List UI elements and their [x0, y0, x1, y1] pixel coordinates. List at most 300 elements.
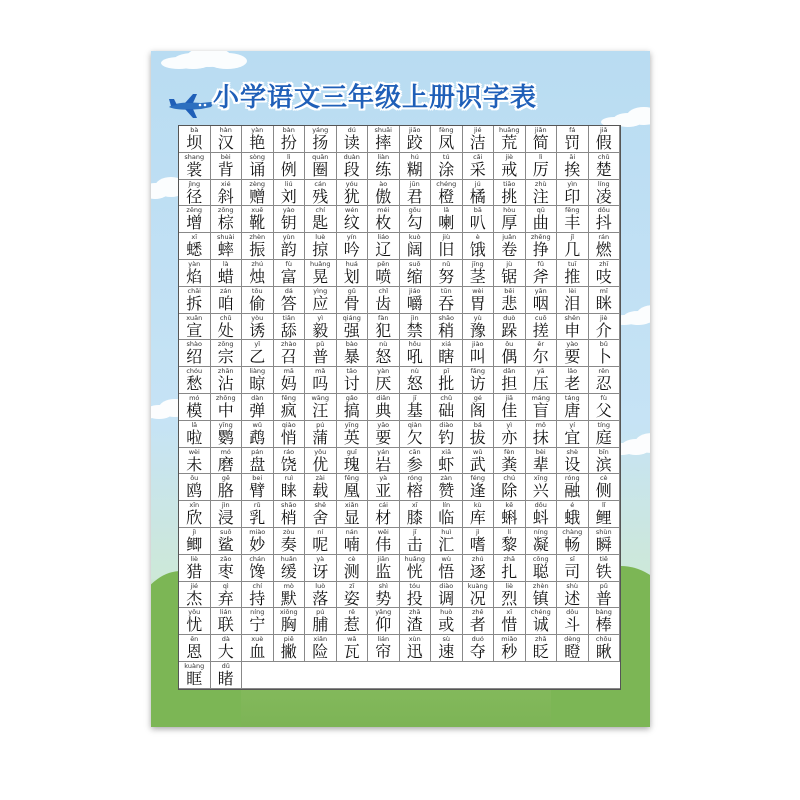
- character-cell: [400, 608, 432, 635]
- hanzi-character: 应: [312, 293, 329, 313]
- pinyin-label: yàn: [188, 259, 201, 268]
- character-cell: [211, 367, 243, 394]
- cloud-left-lower: [151, 405, 173, 419]
- hanzi-character: 庭: [595, 427, 612, 447]
- hanzi-character: 赠: [249, 186, 266, 206]
- character-cell: [274, 421, 306, 448]
- pinyin-label: mó: [220, 447, 231, 456]
- hanzi-character: 傲: [375, 186, 392, 206]
- character-cell: [431, 501, 463, 528]
- character-cell: [305, 555, 337, 582]
- character-cell: [337, 367, 369, 394]
- character-cell: [242, 448, 274, 475]
- pinyin-label: qiáng: [342, 313, 361, 322]
- hanzi-character: 嚼: [406, 293, 423, 313]
- hanzi-character: 睹: [217, 668, 234, 688]
- hanzi-character: 临: [438, 508, 455, 528]
- hanzi-character: 毅: [312, 320, 329, 340]
- hanzi-character: 英: [343, 427, 360, 447]
- character-cell: [400, 528, 432, 555]
- character-cell: [431, 582, 463, 609]
- character-cell: [463, 394, 495, 421]
- character-cell: [557, 367, 589, 394]
- pinyin-label: diào: [439, 581, 454, 590]
- character-cell: [463, 340, 495, 367]
- hanzi-character: 奏: [280, 534, 297, 554]
- character-cell: [431, 448, 463, 475]
- hanzi-character: 缩: [406, 266, 423, 286]
- pinyin-label: pēn: [377, 259, 390, 268]
- character-cell: [557, 314, 589, 341]
- pinyin-label: liàng: [249, 367, 266, 376]
- pinyin-label: bà: [190, 126, 199, 134]
- pinyin-label: guī: [346, 447, 357, 456]
- pinyin-label: duó: [471, 635, 484, 644]
- hanzi-character: 诚: [532, 615, 549, 635]
- pinyin-label: xiā: [441, 447, 452, 456]
- pinyin-label: wěi: [377, 527, 389, 536]
- hanzi-character: 仰: [375, 615, 392, 635]
- character-cell: [589, 180, 621, 207]
- character-cell: [368, 608, 400, 635]
- pinyin-label: chóu: [186, 367, 203, 376]
- pinyin-label: chí: [252, 581, 262, 590]
- character-cell: [337, 582, 369, 609]
- hanzi-character: 啦: [186, 427, 203, 447]
- character-cell: [589, 206, 621, 233]
- hanzi-character: 夺: [469, 642, 486, 662]
- pinyin-label: yín: [346, 233, 357, 242]
- cloud-top-left: [173, 53, 213, 69]
- pinyin-label: zhān: [217, 367, 234, 376]
- character-cell: [211, 635, 243, 662]
- character-cell: [211, 126, 243, 153]
- character-cell: [274, 233, 306, 260]
- hanzi-character: 吗: [312, 374, 329, 394]
- hanzi-character: 喷: [375, 266, 392, 286]
- pinyin-label: bá: [473, 420, 482, 429]
- character-cell: [431, 635, 463, 662]
- pinyin-label: tiě: [599, 554, 608, 563]
- character-cell: [557, 582, 589, 609]
- hanzi-character: 击: [406, 534, 423, 554]
- character-cell: [179, 260, 211, 287]
- hanzi-character: 例: [280, 159, 297, 179]
- character-cell: [463, 180, 495, 207]
- pinyin-label: duàn: [343, 152, 360, 161]
- character-cell: [368, 421, 400, 448]
- character-cell: [179, 448, 211, 475]
- character-cell: [494, 421, 526, 448]
- hanzi-character: 采: [469, 159, 486, 179]
- character-cell: [337, 421, 369, 448]
- hanzi-character: 鲨: [217, 534, 234, 554]
- pinyin-label: táng: [564, 393, 580, 402]
- character-cell: [368, 340, 400, 367]
- hanzi-character: 况: [469, 588, 486, 608]
- pinyin-label: dèng: [564, 635, 581, 644]
- pinyin-label: quān: [312, 152, 329, 161]
- hanzi-character: 勾: [406, 213, 423, 233]
- character-cell: [211, 448, 243, 475]
- hanzi-character: 枚: [375, 213, 392, 233]
- pinyin-label: zàn: [440, 474, 452, 483]
- pinyin-label: è: [475, 233, 480, 242]
- character-cell: [179, 287, 211, 314]
- pinyin-label: tíng: [597, 420, 611, 429]
- hanzi-character: 挑: [501, 186, 518, 206]
- hanzi-character: 蝌: [501, 508, 518, 528]
- pinyin-label: bào: [345, 340, 358, 349]
- character-cell: [337, 635, 369, 662]
- hanzi-character: 搞: [343, 400, 360, 420]
- hanzi-character: 典: [375, 400, 392, 420]
- hanzi-character: 吼: [406, 347, 423, 367]
- pinyin-label: dǒu: [534, 501, 547, 510]
- hanzi-character: 未: [186, 454, 203, 474]
- hanzi-character: 丰: [564, 213, 581, 233]
- hanzi-character: 中: [217, 400, 234, 420]
- pinyin-label: yān: [534, 286, 547, 295]
- character-cell: [526, 635, 558, 662]
- pinyin-label: zhōng: [215, 393, 236, 402]
- character-cell: [211, 582, 243, 609]
- pinyin-label: zhú: [251, 259, 264, 268]
- hanzi-character: 齿: [375, 293, 392, 313]
- hanzi-character: 喃: [343, 534, 360, 554]
- character-cell: [305, 126, 337, 153]
- pinyin-label: zhā: [503, 554, 515, 563]
- character-cell: [526, 528, 558, 555]
- hanzi-character: 骨: [343, 293, 360, 313]
- character-cell: [526, 555, 558, 582]
- character-cell: [557, 555, 589, 582]
- character-cell: [179, 608, 211, 635]
- hanzi-character: 讨: [343, 374, 360, 394]
- character-cell: [337, 233, 369, 260]
- hanzi-character: 恩: [186, 642, 203, 662]
- hanzi-character: 晾: [249, 374, 266, 394]
- hanzi-character: 假: [595, 133, 612, 152]
- character-cell: [463, 635, 495, 662]
- pinyin-label: bā: [473, 206, 482, 215]
- hanzi-character: 聪: [532, 561, 549, 581]
- character-cell: [242, 608, 274, 635]
- pinyin-label: zhā: [408, 608, 421, 617]
- pinyin-label: luè: [315, 233, 326, 242]
- character-cell: [305, 501, 337, 528]
- hanzi-character: 读: [343, 133, 360, 152]
- pinyin-label: lián: [377, 635, 390, 644]
- pinyin-label: mǒ: [535, 420, 546, 429]
- hanzi-character: 亚: [375, 481, 392, 501]
- character-cell: [242, 314, 274, 341]
- hanzi-character: 脯: [312, 615, 329, 635]
- hanzi-character: 圈: [312, 159, 329, 179]
- pinyin-label: chǒu: [595, 635, 612, 644]
- pinyin-label: zēng: [186, 206, 203, 215]
- hanzi-character: 叭: [469, 213, 486, 233]
- pinyin-label: huǎn: [280, 554, 297, 563]
- pinyin-label: jiè: [599, 313, 608, 322]
- hanzi-character: 烈: [501, 588, 518, 608]
- character-cell: [557, 608, 589, 635]
- pinyin-label: féng: [470, 474, 486, 483]
- character-cell: [589, 367, 621, 394]
- hanzi-character: 泪: [564, 293, 581, 313]
- hanzi-character: 焰: [186, 266, 203, 286]
- pinyin-label: chǔ: [597, 152, 610, 161]
- character-cell: [305, 528, 337, 555]
- poster: [151, 51, 650, 727]
- character-cell: [179, 582, 211, 609]
- hanzi-character: 融: [564, 481, 581, 501]
- character-cell: [431, 153, 463, 180]
- character-cell: [400, 474, 432, 501]
- hanzi-character: 烛: [249, 266, 266, 286]
- pinyin-label: rǔ: [253, 501, 261, 510]
- pinyin-label: sòng: [249, 152, 266, 161]
- character-cell: [305, 233, 337, 260]
- pinyin-label: dǒu: [597, 206, 610, 215]
- hanzi-character: 饿: [469, 240, 486, 260]
- pinyin-label: sī: [569, 554, 575, 563]
- character-cell: [305, 394, 337, 421]
- hanzi-character: 鹦: [217, 427, 234, 447]
- hanzi-character: 钓: [438, 427, 455, 447]
- hanzi-character: 糊: [406, 159, 423, 179]
- pinyin-label: tōu: [251, 286, 263, 295]
- hanzi-character: 猎: [186, 561, 203, 581]
- character-cell: [368, 206, 400, 233]
- pinyin-label: xùn: [408, 635, 421, 644]
- hanzi-character: 挣: [532, 240, 549, 260]
- character-cell: [274, 287, 306, 314]
- character-cell: [557, 448, 589, 475]
- hanzi-character: 缓: [280, 561, 297, 581]
- pinyin-label: mǎ: [315, 367, 326, 376]
- hanzi-character: 鸥: [186, 481, 203, 501]
- pinyin-label: dá: [284, 286, 293, 295]
- character-cell: [400, 180, 432, 207]
- hanzi-character: 偷: [249, 293, 266, 313]
- hanzi-character: 撇: [280, 642, 297, 662]
- hanzi-character: 担: [501, 374, 518, 394]
- pinyin-label: bàn: [282, 126, 295, 134]
- character-cell: [526, 233, 558, 260]
- cloud-right-lower: [621, 439, 650, 455]
- hanzi-character: 蜡: [217, 266, 234, 286]
- pinyin-label: yì: [506, 420, 513, 429]
- character-cell: [526, 260, 558, 287]
- hanzi-character: 胃: [469, 293, 486, 313]
- pinyin-label: yùn: [282, 233, 295, 242]
- pinyin-label: lín: [442, 501, 451, 510]
- hanzi-character: 扎: [501, 561, 518, 581]
- hanzi-character: 基: [406, 400, 423, 420]
- pinyin-label: shāo: [438, 313, 454, 322]
- hanzi-character: 裳: [186, 159, 203, 179]
- hanzi-character: 强: [343, 320, 360, 340]
- pinyin-label: líng: [597, 179, 610, 188]
- character-cell: [242, 340, 274, 367]
- character-cell: [431, 528, 463, 555]
- character-cell: [211, 287, 243, 314]
- hanzi-character: 睐: [280, 481, 297, 501]
- hanzi-character: 涂: [438, 159, 455, 179]
- hanzi-character: 吱: [595, 266, 612, 286]
- character-cell: [179, 555, 211, 582]
- character-cell: [211, 233, 243, 260]
- hanzi-character: 掠: [312, 240, 329, 260]
- character-cell: [400, 394, 432, 421]
- poster-title: 小学语文三年级上册识字表: [213, 83, 538, 113]
- hanzi-character: 优: [312, 454, 329, 474]
- character-cell: [494, 448, 526, 475]
- hanzi-character: 膝: [406, 508, 423, 528]
- hanzi-character: 粪: [501, 454, 518, 474]
- character-cell: [274, 126, 306, 153]
- hanzi-character: 拆: [186, 293, 203, 313]
- character-cell: [494, 260, 526, 287]
- character-cell: [400, 340, 432, 367]
- character-cell: [557, 340, 589, 367]
- pinyin-label: wāng: [311, 393, 330, 402]
- character-cell: [431, 474, 463, 501]
- hanzi-character: 练: [375, 159, 392, 179]
- character-cell: [274, 474, 306, 501]
- airplane-icon: [167, 93, 215, 119]
- hanzi-character: 诱: [249, 320, 266, 340]
- character-cell: [494, 287, 526, 314]
- pinyin-label: cái: [378, 501, 388, 510]
- character-cell: [305, 340, 337, 367]
- hanzi-character: 怒: [406, 374, 423, 394]
- pinyin-label: gōu: [408, 206, 421, 215]
- character-cell: [368, 180, 400, 207]
- pinyin-label: cè: [347, 554, 356, 563]
- pinyin-label: zhèn: [249, 233, 266, 242]
- pinyin-label: kuàng: [184, 661, 205, 670]
- pinyin-label: cǎi: [473, 152, 483, 161]
- hanzi-character: 材: [375, 508, 392, 528]
- hanzi-character: 速: [438, 642, 455, 662]
- hanzi-character: 盲: [532, 400, 549, 420]
- hanzi-character: 岩: [375, 454, 392, 474]
- hanzi-character: 瞪: [564, 642, 581, 662]
- hanzi-character: 划: [343, 266, 360, 286]
- hanzi-character: 咱: [217, 293, 234, 313]
- hanzi-character: 迅: [406, 642, 423, 662]
- pinyin-label: ēn: [190, 635, 199, 644]
- character-cell: [337, 314, 369, 341]
- pinyin-label: yàn: [251, 126, 264, 134]
- character-cell: [211, 394, 243, 421]
- hanzi-character: 宜: [564, 427, 581, 447]
- hanzi-character: 燃: [595, 240, 612, 260]
- hanzi-character: 司: [564, 561, 581, 581]
- character-cell: [242, 421, 274, 448]
- character-cell: [589, 635, 621, 662]
- pinyin-label: nù: [379, 340, 388, 349]
- hanzi-character: 险: [312, 642, 329, 662]
- character-cell: [274, 582, 306, 609]
- hanzi-character: 要: [375, 427, 392, 447]
- character-cell: [526, 314, 558, 341]
- character-cell: [494, 528, 526, 555]
- character-cell: [368, 448, 400, 475]
- hanzi-character: 旧: [438, 240, 455, 260]
- hanzi-character: 悄: [280, 427, 297, 447]
- pinyin-label: shì: [378, 581, 388, 590]
- character-cell: [242, 153, 274, 180]
- character-cell: [179, 501, 211, 528]
- hanzi-character: 扬: [312, 133, 329, 152]
- pinyin-label: cān: [408, 447, 421, 456]
- pinyin-label: huāng: [499, 126, 520, 134]
- pinyin-label: jìn: [410, 313, 419, 322]
- hanzi-character: 罚: [564, 133, 581, 152]
- hanzi-character: 犯: [375, 320, 392, 340]
- character-cell: [557, 528, 589, 555]
- pinyin-label: tiāo: [503, 179, 516, 188]
- pinyin-label: jì: [192, 527, 197, 536]
- hanzi-character: 答: [280, 293, 297, 313]
- character-cell: [337, 501, 369, 528]
- character-cell: [589, 555, 621, 582]
- pinyin-label: dǔ: [221, 661, 230, 670]
- hanzi-character: 蛾: [564, 508, 581, 528]
- hanzi-character: 荒: [501, 133, 518, 152]
- character-cell: [400, 501, 432, 528]
- hanzi-character: 监: [375, 561, 392, 581]
- hanzi-character: 靴: [249, 213, 266, 233]
- pinyin-label: shuài: [217, 233, 235, 242]
- character-cell: [463, 501, 495, 528]
- character-cell: [368, 555, 400, 582]
- hanzi-character: 偶: [501, 347, 518, 367]
- character-cell: [400, 421, 432, 448]
- character-cell: [431, 180, 463, 207]
- pinyin-label: zài: [315, 474, 325, 483]
- character-cell: [431, 421, 463, 448]
- character-cell: [431, 608, 463, 635]
- hanzi-character: 宣: [186, 320, 203, 340]
- character-cell: [368, 260, 400, 287]
- hanzi-character: 虾: [438, 454, 455, 474]
- pinyin-label: zhī: [599, 259, 609, 268]
- character-cell: [589, 126, 621, 153]
- pinyin-label: nǔ: [442, 259, 451, 268]
- pinyin-label: shuāi: [374, 126, 392, 134]
- character-cell: [242, 528, 274, 555]
- hanzi-character: 曲: [532, 213, 549, 233]
- character-cell: [400, 260, 432, 287]
- character-cell: [557, 501, 589, 528]
- hanzi-character: 要: [564, 347, 581, 367]
- hanzi-character: 叫: [469, 347, 486, 367]
- hanzi-character: 几: [564, 240, 581, 260]
- character-cell: [179, 635, 211, 662]
- character-cell: [211, 153, 243, 180]
- character-cell: [242, 474, 274, 501]
- hanzi-character: 默: [280, 588, 297, 608]
- pinyin-label: miǎo: [501, 635, 518, 644]
- pinyin-label: diǎn: [376, 393, 391, 402]
- hanzi-character: 厌: [375, 374, 392, 394]
- character-cell: [463, 126, 495, 153]
- pinyin-label: kù: [473, 501, 482, 510]
